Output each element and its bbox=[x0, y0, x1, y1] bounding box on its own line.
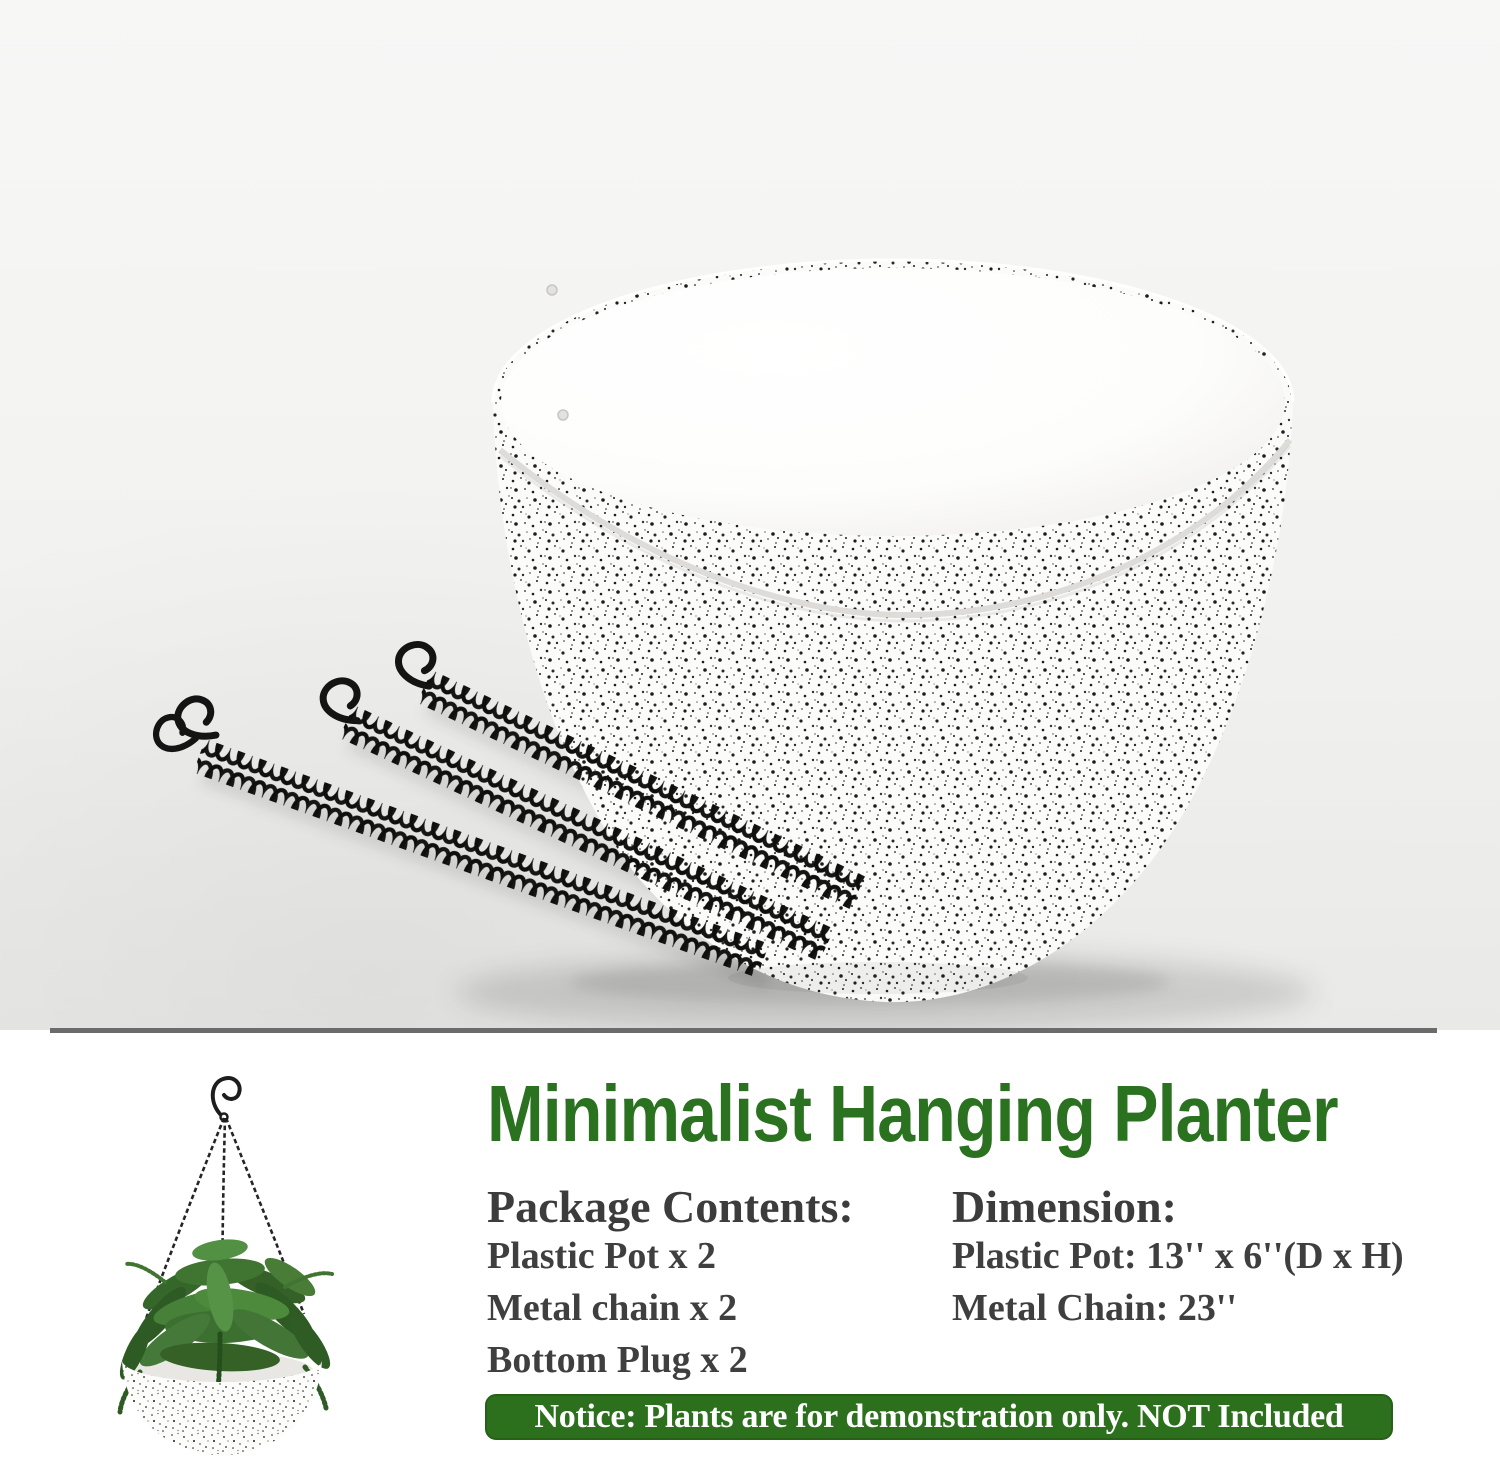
package-item: Metal chain x 2 bbox=[487, 1287, 738, 1329]
rim-hole bbox=[547, 285, 557, 295]
rim-hole bbox=[558, 410, 568, 420]
package-contents-heading: Package Contents: bbox=[487, 1181, 854, 1232]
thumbnail-illustration bbox=[70, 1072, 465, 1459]
section-divider bbox=[50, 1028, 1437, 1033]
notice-banner bbox=[485, 1394, 1393, 1440]
notice-text: Notice: Plants are for demonstration only. NOT Included bbox=[534, 1398, 1344, 1435]
package-contents-section bbox=[487, 1183, 937, 1413]
dimension-line: Metal Chain: 23'' bbox=[952, 1287, 1237, 1329]
thumbnail-hook bbox=[213, 1078, 240, 1114]
dimension-section bbox=[952, 1183, 1472, 1363]
dimension-heading: Dimension: bbox=[952, 1181, 1177, 1232]
product-title: Minimalist Hanging Planter bbox=[487, 1069, 1338, 1158]
package-item: Bottom Plug x 2 bbox=[487, 1339, 748, 1381]
bowl-interior bbox=[501, 268, 1285, 536]
hanging-planter-thumbnail bbox=[70, 1072, 465, 1459]
dimension-line: Plastic Pot: 13'' x 6''(D x H) bbox=[952, 1235, 1404, 1277]
package-item: Plastic Pot x 2 bbox=[487, 1235, 717, 1277]
